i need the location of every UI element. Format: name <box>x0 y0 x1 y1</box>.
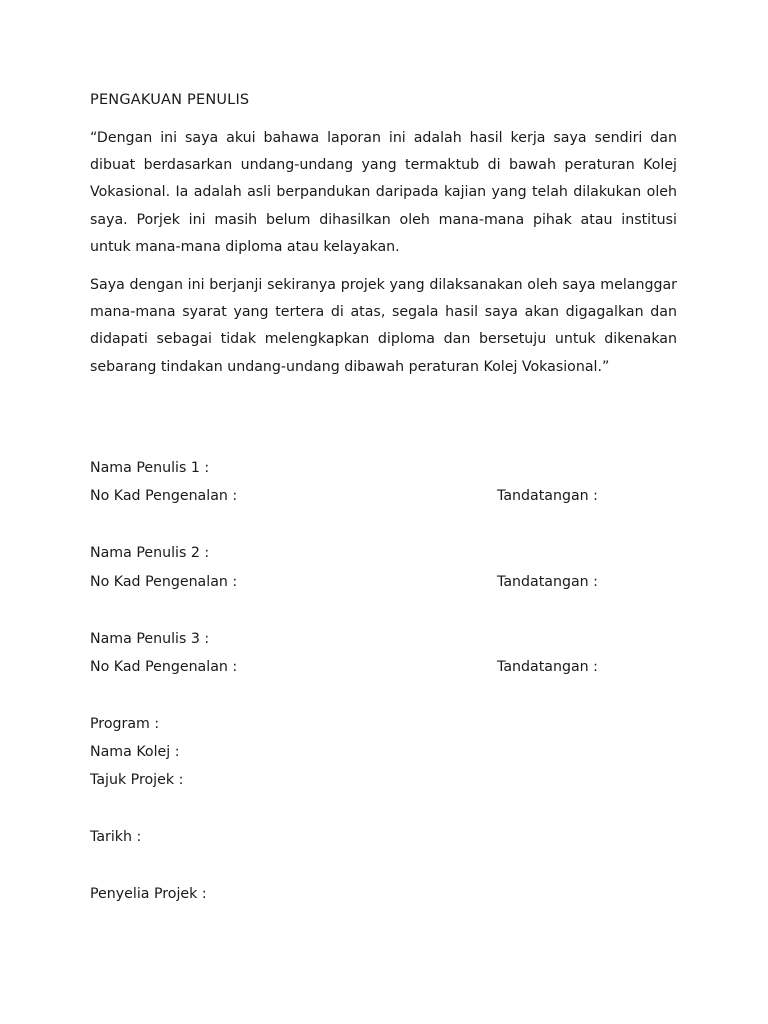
writer-3-ic-label: No Kad Pengenalan : <box>90 659 238 675</box>
declaration-paragraph-1: “Dengan ini saya akui bahawa laporan ini adalah hasil kerja saya sendiri dan dibuat berdasarkan undang-undang yang termaktub di bawah peraturan Kolej Vokasional. Ia adalah asli berpandukan daripada kajian yang telah dilakukan oleh saya. Porjek ini masih belum dihasilkan oleh mana-mana pihak atau institusi untuk mana-mana diploma atau kelayakan. <box>90 130 677 255</box>
writer-1-name-label: Nama Penulis 1 : <box>90 460 210 476</box>
declaration-paragraph-2: Saya dengan ini berjanji sekiranya projek yang dilaksanakan oleh saya melanggar mana-mana syarat yang tertera di atas, segala hasil saya akan digagalkan dan didapati sebagai tidak melengkapkan diploma dan bersetuju untuk dikenakan sebarang tindakan undang-undang dibawah peraturan Kolej Vokasional.” <box>90 277 677 375</box>
writer-2-signature-label: Tandatangan : <box>497 574 598 590</box>
writer-3-name-label: Nama Penulis 3 : <box>90 631 210 647</box>
writer-1-ic-label: No Kad Pengenalan : <box>90 488 238 504</box>
project-title-label: Tajuk Projek : <box>90 772 184 788</box>
writer-3-signature-label: Tandatangan : <box>497 659 598 675</box>
document-title: PENGAKUAN PENULIS <box>90 92 250 108</box>
writer-2-ic-label: No Kad Pengenalan : <box>90 574 238 590</box>
date-label: Tarikh : <box>90 829 142 845</box>
writer-1-signature-label: Tandatangan : <box>497 488 598 504</box>
writer-2-name-label: Nama Penulis 2 : <box>90 545 210 561</box>
project-supervisor-label: Penyelia Projek : <box>90 886 207 902</box>
college-name-label: Nama Kolej : <box>90 744 180 760</box>
program-label: Program : <box>90 716 160 732</box>
